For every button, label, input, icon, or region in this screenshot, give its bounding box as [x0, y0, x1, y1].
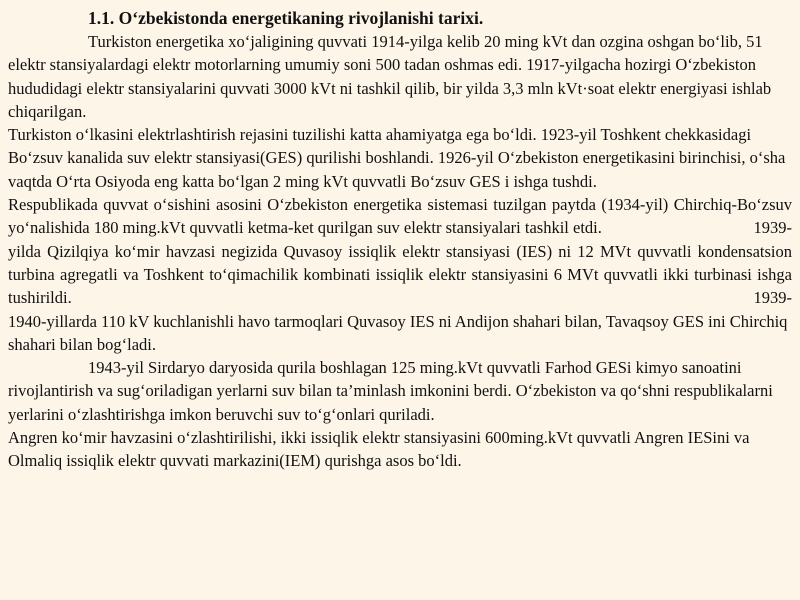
paragraph-energy-system-text: Respublikada quvvat o‘sishini asosini O‘zbekiston energetika sistemasi tuzilgan paytda (1934-yil) Chirchiq-Bo‘zsuv yo‘nalishida 180 ming.kVt quvvatli ketma-ket qurilgan suv elektr stansiyalari tashkil etdi. [8, 195, 792, 238]
paragraph-farhod-ges: 1943-yil Sirdaryo daryosida qurila boshlagan 125 ming.kVt quvvatli Farhod GESi kimyo sanoatini rivojlantirish va sug‘oriladigan yerlarni suv bilan ta’minlash imkonini berdi. O‘zbekiston va qo‘shni respublikalarni yerlarini o‘zlashtirishga imkon beruvchi suv to‘g‘onlari quriladi. [8, 358, 773, 424]
paragraph-1940-networks: 1940-yillarda 110 kV kuchlanishli havo tarmoqlari Quvasoy IES ni Andijon shahari bilan, Tavaqsoy GES ini Chirchiq shahari bilan bog‘ladi. [8, 311, 788, 354]
paragraph-kuvasoy-ies-text: yilda Qizilqiya ko‘mir havzasi negizida Quvasoy issiqlik elektr stansiyasi (IES) ni 12 MVt quvvatli kondensatsion turbina agregatli va Toshkent to‘qimachilik kombinati issiqlik elektr stansiyasini 6 MVt quvvatli ikki turbinasi ishga tushirildi. [8, 241, 792, 308]
paragraph-angren-ies: Angren ko‘mir havzasini o‘zlashtirilishi, ikki issiqlik elektr stansiyasini 600ming.kVt quvvatli Angren IESini va Olmaliq issiqlik elektr quvvati markazini(IEM) qurishga asos bo‘ldi. [8, 428, 750, 471]
paragraph-energy-system [8, 193, 792, 240]
paragraph-kuvasoy-ies [8, 240, 792, 310]
paragraph-electrification-plan: Turkiston o‘lkasini elektrlashtirish rejasini tuzilishi katta ahamiyatga ega bo‘ldi. 1923-yil Toshkent chekkasidagi Bo‘zsuv kanalida suv elektr stansiyasi(GES) qurilishi boshlandi. 1926-yil O‘zbekiston energetikasini birinchisi, o‘sha vaqtda O‘rta Osiyoda eng katta bo‘lgan 2 ming kVt quvvatli Bo‘zsuv GES i ishga tushdi. [8, 125, 786, 191]
paragraph-energy-system-year: 1939- [753, 218, 792, 238]
paragraph-kuvasoy-ies-year: 1939- [753, 288, 792, 308]
document-body [8, 30, 792, 473]
page-title: 1.1. O‘zbekistonda energetikaning rivojlanishi tarixi. [88, 8, 484, 28]
paragraph-1914-power: Turkiston energetika xo‘jaligining quvvati 1914-yilga kelib 20 ming kVt dan ozgina oshgan bo‘lib, 51 elektr stansiyalardagi elektr motorlarning umumiy soni 500 tadan oshmas edi. 1917-yilgacha hozirgi O‘zbekiston hududidagi elektr stansiyalarini quvvati 3000 kVt ni tashkil qilib, bir yilda 3,3 mln kVt·soat elektr energiyasi ishlab chiqarilgan. [8, 32, 772, 121]
